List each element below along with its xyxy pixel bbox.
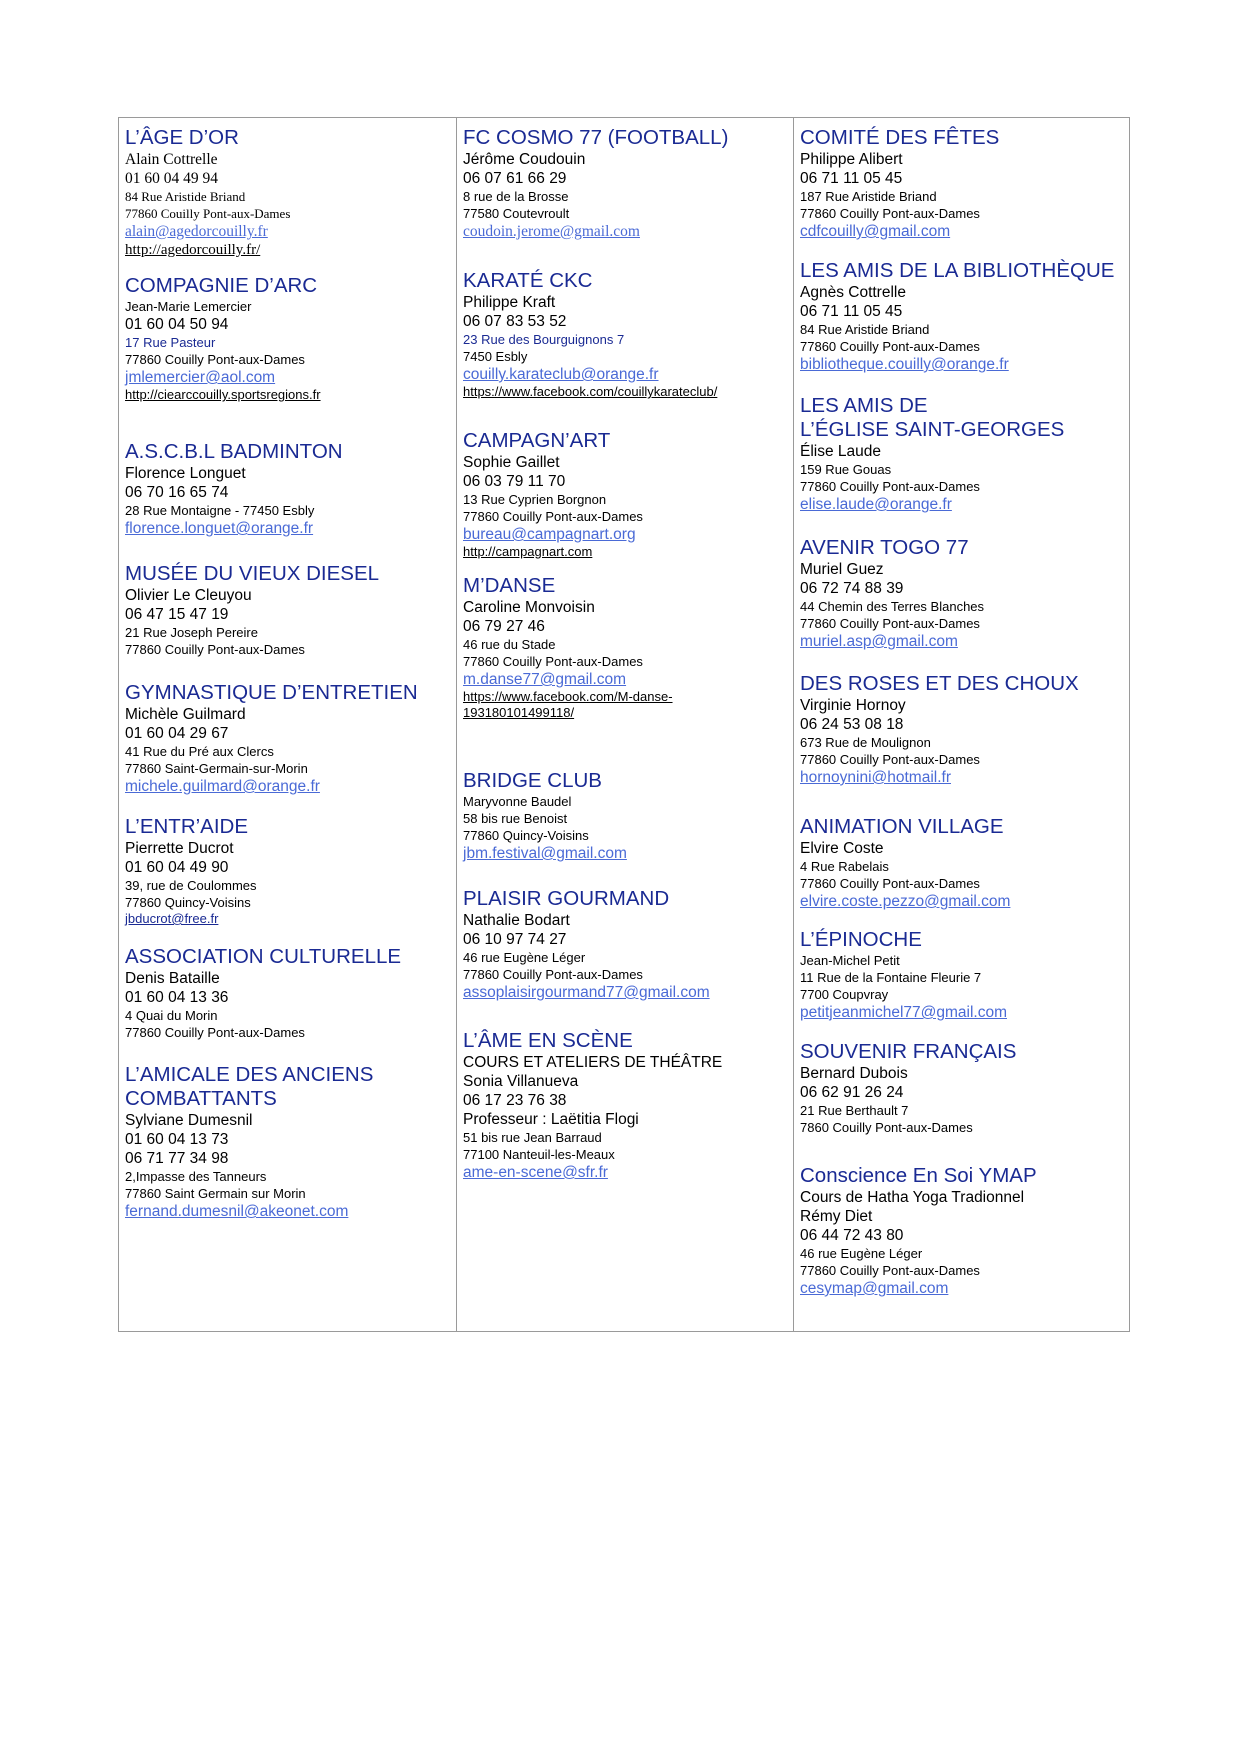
association-entry: [800, 1164, 1125, 1298]
association-entry: [125, 1063, 452, 1221]
email-link[interactable]: m.danse77@gmail.com: [463, 671, 627, 688]
association-title: SOUVENIR FRANÇAIS: [800, 1040, 1017, 1063]
contact-name: Florence Longuet: [125, 465, 246, 482]
phone-2: 06 71 77 34 98: [125, 1150, 229, 1167]
contact-name: Jérôme Coudouin: [463, 151, 586, 168]
subtitle: Cours de Hatha Yoga Tradionnel: [800, 1189, 1025, 1206]
contact-name: Bernard Dubois: [800, 1065, 908, 1082]
address: 13 Rue Cyprien Borgnon: [463, 492, 607, 507]
website-link[interactable]: http://campagnart.com: [463, 544, 593, 559]
association-entry: [463, 887, 789, 1002]
association-title: PLAISIR GOURMAND: [463, 887, 670, 910]
phone: 06 24 53 08 18: [800, 716, 904, 733]
phone: 01 60 04 29 67: [125, 725, 229, 742]
association-title: LES AMIS DE LA BIBLIOTHÈQUE: [800, 259, 1115, 282]
email-link[interactable]: assoplaisirgourmand77@gmail.com: [463, 984, 710, 1001]
association-entry: [463, 269, 789, 400]
city: 77860 Quincy-Voisins: [463, 828, 589, 843]
phone: 06 62 91 26 24: [800, 1084, 904, 1101]
association-title: L’ÂME EN SCÈNE: [463, 1029, 633, 1052]
address: 84 Rue Aristide Briand: [800, 322, 930, 337]
association-title: COMPAGNIE D’ARC: [125, 274, 318, 297]
column-3: [793, 118, 1129, 1331]
contact-name: Pierrette Ducrot: [125, 840, 234, 857]
contact-name: Sylviane Dumesnil: [125, 1112, 253, 1129]
address: 46 rue Eugène Léger: [800, 1246, 923, 1261]
phone: 06 17 23 76 38: [463, 1092, 567, 1109]
associations-table: [118, 117, 1130, 1332]
contact-name: Philippe Kraft: [463, 294, 556, 311]
contact-name: Denis Bataille: [125, 970, 220, 987]
phone: 06 71 11 05 45: [800, 170, 903, 187]
email-link[interactable]: ame-en-scene@sfr.fr: [463, 1164, 608, 1181]
address: 11 Rue de la Fontaine Fleurie 7: [800, 970, 982, 985]
city: 77860 Couilly Pont-aux-Dames: [800, 752, 980, 767]
city: 77860 Couilly Pont-aux-Dames: [463, 654, 643, 669]
association-entry: [463, 769, 789, 863]
city: 77860 Saint Germain sur Morin: [125, 1186, 306, 1201]
association-title: GYMNASTIQUE D’ENTRETIEN: [125, 681, 418, 704]
contact-name: Muriel Guez: [800, 561, 884, 578]
city: 77860 Couilly Pont-aux-Dames: [125, 642, 305, 657]
city: 77860 Quincy-Voisins: [125, 895, 251, 910]
association-title: COMITÉ DES FÊTES: [800, 126, 1000, 149]
city: 7450 Esbly: [463, 349, 528, 364]
association-title: CAMPAGN’ART: [463, 429, 611, 452]
contact-name: Alain Cottrelle: [125, 151, 218, 168]
address: 46 rue Eugène Léger: [463, 950, 586, 965]
email-link[interactable]: bureau@campagnart.org: [463, 526, 636, 543]
city: 77860 Couilly Pont-aux-Dames: [125, 352, 305, 367]
city: 77860 Couilly Pont-aux-Dames: [800, 206, 980, 221]
association-entry: [800, 394, 1125, 514]
phone: 06 44 72 43 80: [800, 1227, 904, 1244]
contact-name: Elvire Coste: [800, 840, 884, 857]
city: 7860 Couilly Pont-aux-Dames: [800, 1120, 973, 1135]
email-link[interactable]: cesymap@gmail.com: [800, 1280, 949, 1297]
association-title: A.S.C.B.L BADMINTON: [125, 440, 343, 463]
association-title-line2: L’ÉGLISE SAINT-GEORGES: [800, 418, 1065, 441]
address: 39, rue de Coulommes: [125, 878, 257, 893]
contact-name: Jean-Marie Lemercier: [125, 299, 252, 314]
association-title: ANIMATION VILLAGE: [800, 815, 1004, 838]
association-entry: [125, 945, 452, 1041]
email-link[interactable]: elise.laude@orange.fr: [800, 496, 952, 513]
association-title: FC COSMO 77 (FOOTBALL): [463, 126, 729, 149]
email-link[interactable]: florence.longuet@orange.fr: [125, 520, 314, 537]
city: 7700 Coupvray: [800, 987, 889, 1002]
association-title: KARATÉ CKC: [463, 269, 593, 292]
association-entry: [800, 672, 1125, 787]
phone: 06 47 15 47 19: [125, 606, 229, 623]
phone: 06 71 11 05 45: [800, 303, 903, 320]
city: 77860 Couilly Pont-aux-Dames: [463, 967, 643, 982]
email-link[interactable]: jmlemercier@aol.com: [125, 369, 276, 386]
address: 187 Rue Aristide Briand: [800, 189, 937, 204]
email-link[interactable]: elvire.coste.pezzo@gmail.com: [800, 893, 1011, 910]
address: 159 Rue Gouas: [800, 462, 892, 477]
association-entry: [800, 815, 1125, 911]
association-title: L’ÉPINOCHE: [800, 928, 922, 951]
contact-name: Rémy Diet: [800, 1208, 873, 1225]
address: 21 Rue Berthault 7: [800, 1103, 909, 1118]
contact-name: Agnès Cottrelle: [800, 284, 906, 301]
phone: 01 60 04 13 73: [125, 1131, 229, 1148]
association-title: Conscience En Soi YMAP: [800, 1164, 1037, 1187]
address: 21 Rue Joseph Pereire: [125, 625, 258, 640]
city: 77860 Couilly Pont-aux-Dames: [800, 1263, 980, 1278]
phone: 06 72 74 88 39: [800, 580, 904, 597]
email-link[interactable]: jbm.festival@gmail.com: [463, 845, 627, 862]
address: 58 bis rue Benoist: [463, 811, 568, 826]
contact-name: Maryvonne Baudel: [463, 794, 572, 809]
subtitle: COURS ET ATELIERS DE THÉÂTRE: [463, 1054, 723, 1071]
association-title: AVENIR TOGO 77: [800, 536, 969, 559]
city: 77860 Couilly Pont-aux-Dames: [125, 206, 291, 221]
email-link[interactable]: petitjeanmichel77@gmail.com: [800, 1004, 1007, 1021]
website-link[interactable]: http://ciearccouilly.sportsregions.fr: [125, 387, 321, 402]
contact-name: Sonia Villanueva: [463, 1073, 579, 1090]
column-1: [119, 118, 456, 1331]
phone: 01 60 04 50 94: [125, 316, 229, 333]
phone: 06 07 61 66 29: [463, 170, 567, 187]
city: 77860 Couilly Pont-aux-Dames: [800, 876, 980, 891]
website-link[interactable]: https://www.facebook.com/couillykarateclub/: [463, 384, 718, 399]
email-link[interactable]: couilly.karateclub@orange.fr: [463, 366, 659, 383]
city: 77100 Nanteuil-les-Meaux: [463, 1147, 615, 1162]
phone: 06 79 27 46: [463, 618, 545, 635]
address: 51 bis rue Jean Barraud: [463, 1130, 602, 1145]
association-title: L’ENTR’AIDE: [125, 815, 249, 838]
city: 77860 Couilly Pont-aux-Dames: [125, 1025, 305, 1040]
association-title: L’AMICALE DES ANCIENS: [125, 1063, 374, 1086]
address: 4 Quai du Morin: [125, 1008, 218, 1023]
email-link[interactable]: muriel.asp@gmail.com: [800, 633, 958, 650]
address: 2,Impasse des Tanneurs: [125, 1169, 267, 1184]
email-link[interactable]: jbducrot@free.fr: [125, 911, 219, 926]
association-title: ASSOCIATION CULTURELLE: [125, 945, 402, 968]
email-link[interactable]: hornoynini@hotmail.fr: [800, 769, 951, 786]
email-link[interactable]: coudoin.jerome@gmail.com: [463, 223, 640, 240]
contact-name: Jean-Michel Petit: [800, 953, 900, 968]
phone: 06 10 97 74 27: [463, 931, 567, 948]
website-link[interactable]: http://agedorcouilly.fr/: [125, 242, 261, 258]
association-entry: [125, 815, 452, 927]
association-entry: [125, 562, 452, 658]
association-entry: [125, 274, 452, 403]
city: 77860 Saint-Germain-sur-Morin: [125, 761, 308, 776]
association-entry: [463, 126, 789, 241]
association-title: DES ROSES ET DES CHOUX: [800, 672, 1079, 695]
association-entry: [463, 429, 789, 560]
website-link[interactable]: https://www.facebook.com/M-danse-: [463, 689, 673, 704]
association-title: MUSÉE DU VIEUX DIESEL: [125, 562, 380, 585]
association-entry: [800, 536, 1125, 651]
phone: 01 60 04 13 36: [125, 989, 229, 1006]
phone: 06 07 83 53 52: [463, 313, 567, 330]
association-entry: [800, 259, 1125, 374]
association-entry: [125, 126, 452, 260]
association-title: L’ÂGE D’OR: [125, 126, 239, 149]
address: 673 Rue de Moulignon: [800, 735, 931, 750]
city: 77580 Coutevroult: [463, 206, 570, 221]
contact-name: Michèle Guilmard: [125, 706, 246, 723]
address: 44 Chemin des Terres Blanches: [800, 599, 985, 614]
association-entry: [800, 126, 1125, 241]
association-entry: [463, 1029, 789, 1182]
contact-name: Philippe Alibert: [800, 151, 903, 168]
phone: 01 60 04 49 90: [125, 859, 229, 876]
phone: 06 03 79 11 70: [463, 473, 566, 490]
contact-name: Nathalie Bodart: [463, 912, 570, 929]
contact-name: Caroline Monvoisin: [463, 599, 595, 616]
address: 8 rue de la Brosse: [463, 189, 569, 204]
city: 77860 Couilly Pont-aux-Dames: [800, 339, 980, 354]
city: 77860 Couilly Pont-aux-Dames: [800, 479, 980, 494]
city: 77860 Couilly Pont-aux-Dames: [800, 616, 980, 631]
address: 84 Rue Aristide Briand: [125, 189, 246, 204]
contact-name: Olivier Le Cleuyou: [125, 587, 252, 604]
address: 46 rue du Stade: [463, 637, 556, 652]
email-link[interactable]: michele.guilmard@orange.fr: [125, 778, 320, 795]
email-link[interactable]: bibliotheque.couilly@orange.fr: [800, 356, 1009, 373]
association-entry: [463, 574, 789, 721]
email-link[interactable]: alain@agedorcouilly.fr: [125, 223, 268, 240]
phone: 01 60 04 49 94: [125, 170, 218, 187]
association-title-line2: COMBATTANTS: [125, 1087, 277, 1110]
address: 41 Rue du Pré aux Clercs: [125, 744, 274, 759]
city: 77860 Couilly Pont-aux-Dames: [463, 509, 643, 524]
association-entry: [800, 928, 1125, 1022]
email-link[interactable]: cdfcouilly@gmail.com: [800, 223, 951, 240]
association-entry: [800, 1040, 1125, 1136]
phone: 06 70 16 65 74: [125, 484, 229, 501]
column-2: [456, 118, 793, 1331]
address: 23 Rue des Bourguignons 7: [463, 332, 625, 347]
contact-name: Élise Laude: [800, 443, 882, 460]
address: 4 Rue Rabelais: [800, 859, 889, 874]
address: 28 Rue Montaigne - 77450 Esbly: [125, 503, 315, 518]
contact-name: Virginie Hornoy: [800, 697, 906, 714]
address: 17 Rue Pasteur: [125, 335, 216, 350]
association-title: BRIDGE CLUB: [463, 769, 602, 792]
association-title: LES AMIS DE: [800, 394, 928, 417]
association-entry: [125, 440, 452, 538]
website-link-line2[interactable]: 193180101499118/: [463, 705, 575, 720]
association-title: M’DANSE: [463, 574, 556, 597]
teacher: Professeur : Laëtitia Flogi: [463, 1111, 639, 1128]
association-entry: [125, 681, 452, 796]
contact-name: Sophie Gaillet: [463, 454, 560, 471]
email-link[interactable]: fernand.dumesnil@akeonet.com: [125, 1203, 349, 1220]
